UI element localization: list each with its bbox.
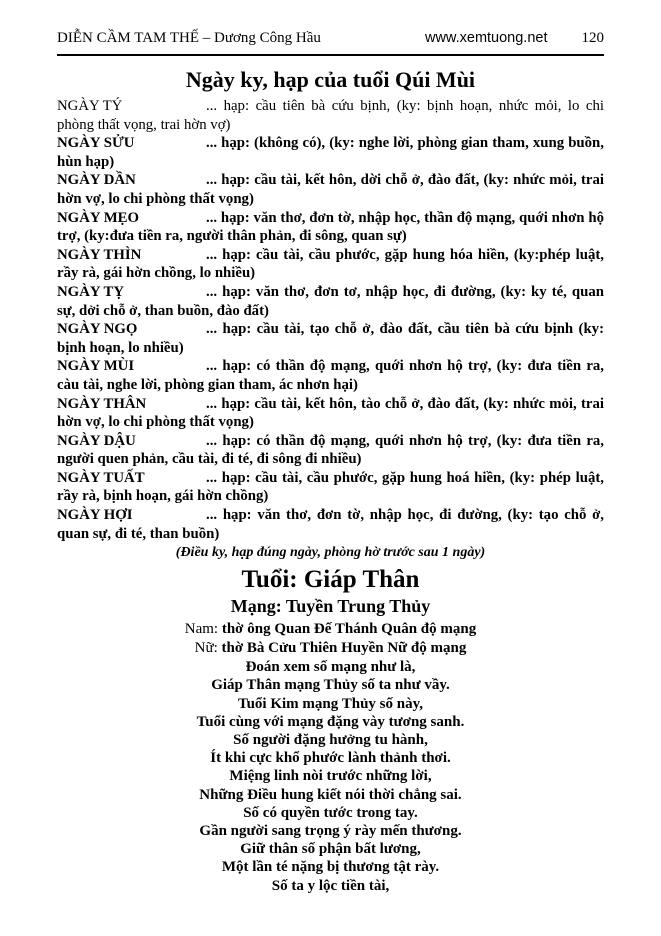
day-entry bbox=[57, 134, 604, 171]
day-text: ... hạp: cầu tài, cầu phước, gặp hung hóa hiền, (ky:phép luật, rầy rà, gái hờn chồng, lo nhiều) bbox=[57, 246, 604, 282]
day-entry bbox=[57, 357, 604, 394]
poem-line: Tuổi Kim mạng Thủy số này, bbox=[237, 695, 424, 712]
day-label: NGÀY THÂN bbox=[57, 395, 147, 412]
section2-title: Tuổi: Giáp Thân bbox=[241, 566, 420, 594]
poem-line: Miệng linh nòi trước những lời, bbox=[229, 768, 432, 785]
day-label: NGÀY TUẤT bbox=[57, 469, 145, 486]
day-text: ... hạp: cầu tài, cầu phước, gặp hung hoá hiền, (ky: phép luật, rầy rà, bịnh hoạn, gái hờn chồng) bbox=[57, 469, 604, 505]
worship-line-nam bbox=[57, 620, 604, 639]
poem-line: Số ta y lộc tiền tài, bbox=[271, 877, 390, 894]
poem-line: Số có quyền tước trong tay. bbox=[243, 804, 418, 821]
poem-line: Gần người sang trọng ý rày mến thương. bbox=[199, 823, 462, 840]
day-text: ... hạp: văn thơ, đơn tờ, nhập học, thần độ mạng, quới nhơn hộ trợ, (ky:đưa tiền ra, người thân phản, đi sông, quan sự) bbox=[57, 209, 604, 245]
day-entry bbox=[57, 209, 604, 246]
day-text: ... hạp: có thần độ mạng, quới nhơn hộ trợ, (ky: đưa tiền ra, người quen phản, cầu tài, đi té, đi sông đi nhiều) bbox=[57, 432, 604, 468]
section2-subtitle: Mạng: Tuyền Trung Thủy bbox=[230, 596, 431, 617]
day-label: NGÀY MÙI bbox=[57, 358, 135, 375]
day-text: ... hạp: có thần độ mạng, quới nhơn hộ trợ, (ky: đưa tiền ra, càu tài, nghe lời, phòng gian tham, ác nhơn hại) bbox=[57, 358, 604, 393]
poem-line: Đoán xem số mạng như là, bbox=[245, 659, 416, 676]
page-number: 120 bbox=[581, 30, 604, 46]
nu-label: Nữ: bbox=[194, 640, 218, 657]
section1-note: (Điều ky, hạp đúng ngày, phòng hờ trước sau 1 ngày) bbox=[175, 545, 486, 561]
day-label: NGÀY MẸO bbox=[57, 209, 140, 226]
day-entry bbox=[57, 432, 604, 469]
nam-text: thờ ông Quan Đế Thánh Quân độ mạng bbox=[221, 621, 477, 638]
poem bbox=[57, 658, 604, 895]
website-url: www.xemtuong.net bbox=[424, 30, 548, 46]
day-entry bbox=[57, 246, 604, 283]
poem-line: Giữ thân số phận bất lương, bbox=[240, 841, 421, 858]
nam-label: Nam: bbox=[184, 621, 219, 638]
poem-line: Số người đặng hưởng tu hành, bbox=[233, 732, 428, 749]
poem-line: Những Điều hung kiết nói thời chẳng sai. bbox=[199, 786, 462, 803]
day-text: ... hạp: cầu tài, tạo chỗ ở, đào đất, cầu tiên bà cứu bịnh (ky: bịnh hoạn, lo nhiều) bbox=[57, 321, 604, 356]
day-label: NGÀY TÝ bbox=[57, 98, 123, 114]
day-label: NGÀY TỴ bbox=[57, 283, 125, 300]
worship-line-nu bbox=[57, 639, 604, 658]
nu-text: thờ Bà Cửu Thiên Huyền Nữ độ mạng bbox=[221, 640, 467, 657]
day-label: NGÀY DẬU bbox=[57, 432, 136, 449]
day-label: NGÀY SỬU bbox=[57, 135, 135, 152]
day-list bbox=[57, 97, 604, 543]
day-text: ... hạp: cầu tiên bà cứu bịnh, (ky: bịnh hoạn, nhức mỏi, lo chi phòng thất vọng, trai hờn vợ) bbox=[57, 98, 604, 133]
poem-line: Tuổi cùng với mạng đặng vày tương sanh. bbox=[196, 713, 465, 730]
day-text: ... hạp: cầu tài, kết hôn, tào chỗ ở, đào đất, (ky: nhức mỏi, trai hờn vợ, lo chi phòng thất vọng) bbox=[57, 395, 604, 431]
day-entry bbox=[57, 283, 604, 320]
day-entry bbox=[57, 171, 604, 208]
poem-line: Giáp Thân mạng Thủy số ta như vầy. bbox=[211, 677, 450, 694]
day-entry bbox=[57, 320, 604, 357]
day-entry bbox=[57, 506, 604, 543]
book-title: DIỄN CẦM TAM THẾ – Dương Công Hầu bbox=[57, 30, 321, 46]
day-entry bbox=[57, 469, 604, 506]
day-label: NGÀY HỢI bbox=[57, 507, 133, 524]
day-label: NGÀY NGỌ bbox=[57, 321, 138, 338]
day-label: NGÀY DẦN bbox=[57, 172, 136, 189]
header-right bbox=[425, 30, 604, 47]
section1-title: Ngày ky, hạp của tuổi Qúi Mùi bbox=[185, 67, 476, 92]
day-entry bbox=[57, 97, 604, 134]
day-label: NGÀY THÌN bbox=[57, 246, 142, 263]
day-text: ... hạp: văn thơ, đơn tơ, nhập học, đi đường, (ky: ky té, quan sự, dởi chỗ ở, than buồn, đào đất) bbox=[57, 283, 604, 319]
poem-line: Một lần té nặng bị thương tật rày. bbox=[221, 859, 440, 876]
day-text: ... hạp: (không có), (ky: nghe lời, phòng gian tham, xung buồn, hùn hạp) bbox=[57, 135, 604, 170]
poem-line: Ít khi cực khổ phước lành thảnh thơi. bbox=[210, 750, 451, 767]
page-header bbox=[57, 30, 604, 56]
day-text: ... hạp: văn thơ, đơn tờ, nhập học, đi đường, (ky: tạo chỗ ở, quan sự, đi té, than buồn) bbox=[57, 507, 604, 542]
day-text: ... hạp: cầu tài, kết hôn, dời chỗ ở, đào đất, (ky: nhức mỏi, trai hờn vợ, lo chi phòng thất vọng) bbox=[57, 172, 604, 207]
day-entry bbox=[57, 395, 604, 432]
